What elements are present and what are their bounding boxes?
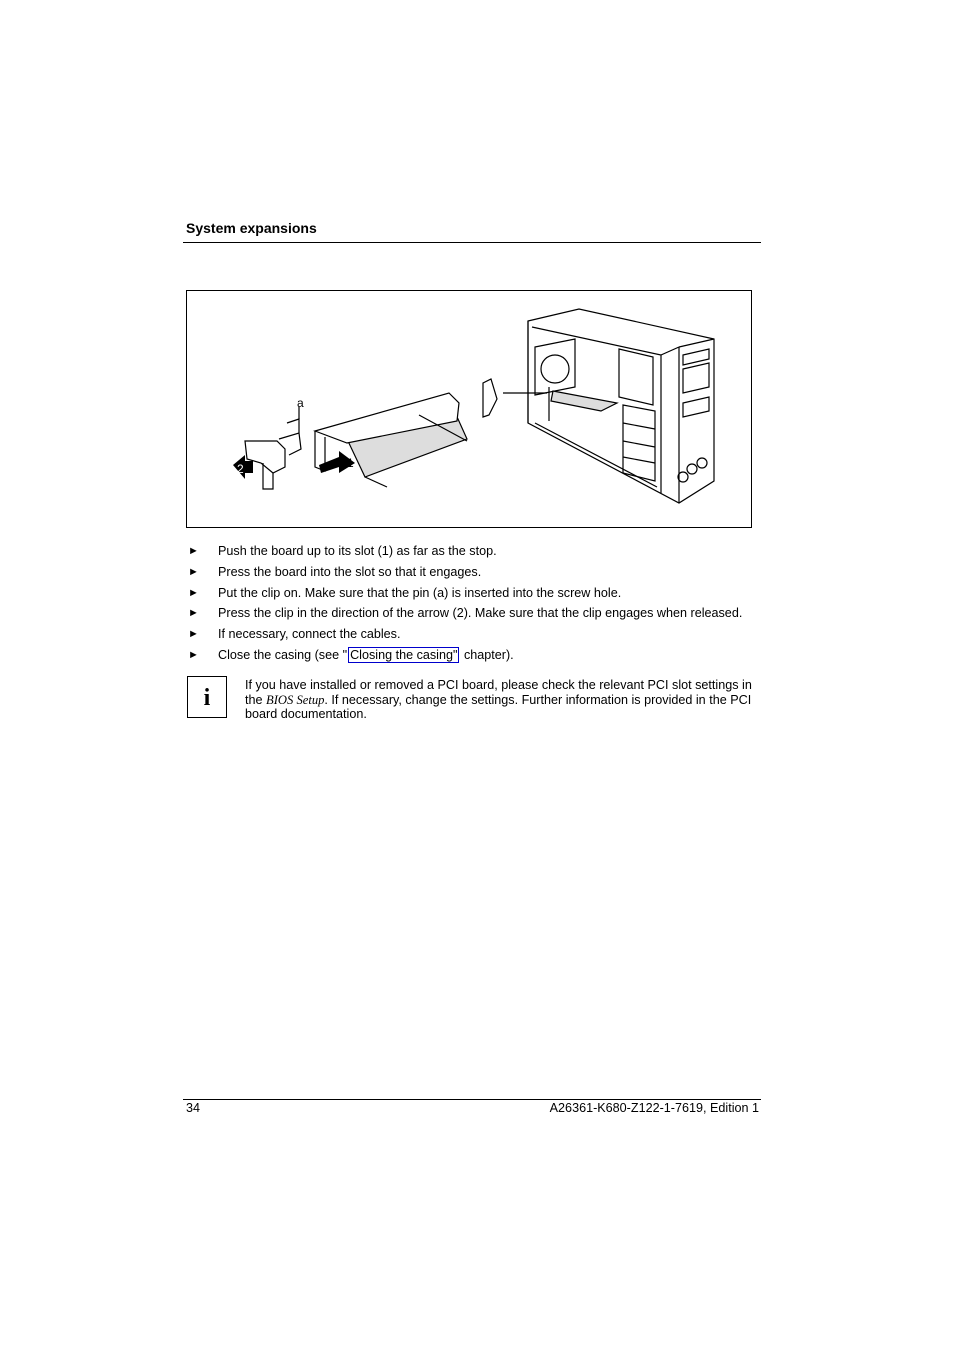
figure-label-1: 1 [347,456,354,470]
figure-pci-board-installation [186,290,752,528]
step-text [218,647,514,663]
bullet-icon: ► [188,565,199,578]
document-id: A26361-K680-Z122-1-7619, Edition 1 [549,1101,759,1115]
step-text: Push the board up to its slot (1) as far as the stop. [218,544,497,558]
pci-board-drawing [245,379,497,489]
step-text: Press the board into the slot so that it engages. [218,564,482,579]
bullet-icon: ► [188,628,199,641]
bullet-icon: ► [188,607,199,620]
footer-rule [183,1099,761,1100]
step-text-before: Close the casing (see " [218,647,348,662]
installation-illustration [187,291,753,529]
bullet-icon: ► [188,586,199,599]
note-emphasis: BIOS Setup [266,692,325,707]
pc-tower-drawing [503,309,714,503]
bullet-icon: ► [188,545,199,557]
step-text: Put the clip on. Make sure that the pin (a) is inserted into the screw hole. [218,585,622,600]
step-text-after: chapter). [460,647,514,662]
bullet-icon: ► [188,648,199,661]
page-number: 34 [186,1101,201,1115]
figure-label-2: 2 [237,462,244,476]
header-rule [183,242,761,243]
closing-the-casing-link[interactable]: Closing the casing" [350,647,458,662]
info-icon: i [187,676,227,718]
page-header-title: System expansions [186,220,317,236]
step-text: If necessary, connect the cables. [218,627,401,642]
note-text: If you have installed or removed a PCI board, please check the relevant PCI slot settings in the [245,678,752,707]
figure-label-a: a [297,396,304,410]
info-note [245,678,765,722]
note-text-continued: . If necessary, change the settings. Further information is provided in the PCI board documentation. [245,692,752,722]
step-text: Press the clip in the direction of the arrow (2). Make sure that the clip engages when released. [218,606,743,621]
